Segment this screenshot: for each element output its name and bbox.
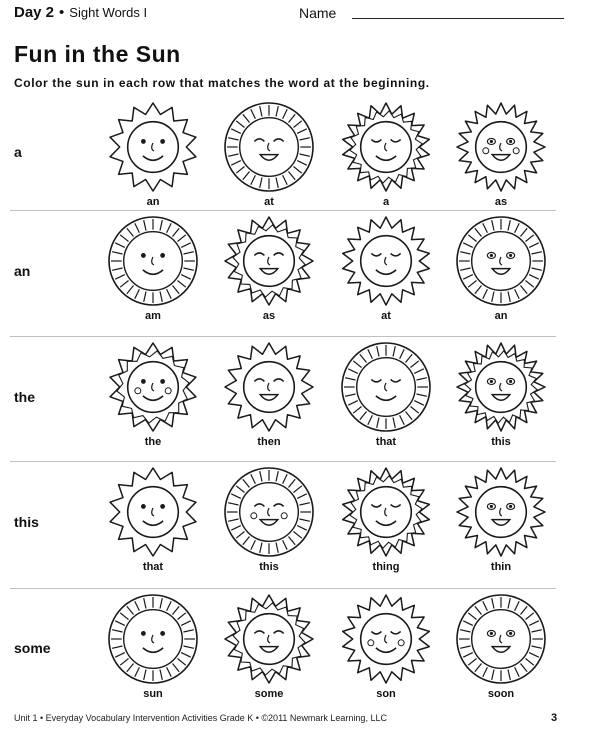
- page-title: Fun in the Sun: [14, 41, 181, 67]
- sun-word-label: then: [257, 436, 281, 448]
- sun-option[interactable]: [452, 98, 550, 196]
- sun-word-label: thing: [372, 561, 400, 573]
- sun-option[interactable]: [104, 212, 202, 310]
- sun-option[interactable]: [220, 463, 318, 561]
- row-divider: [10, 336, 556, 337]
- sun-word-label: a: [382, 196, 390, 208]
- target-word: the: [14, 389, 35, 406]
- target-word: an: [14, 263, 31, 280]
- day-heading: [14, 4, 147, 21]
- sun-word-label: at: [381, 310, 391, 322]
- sun-word-label: soon: [487, 688, 515, 700]
- worksheet-header: [14, 4, 554, 24]
- sun-word-label: at: [264, 196, 274, 208]
- unit-title: Sight Words I: [69, 5, 148, 20]
- sun-word-label: the: [144, 436, 162, 448]
- header-bullet: •: [59, 4, 65, 21]
- sun-word-label: son: [376, 688, 396, 700]
- sun-option[interactable]: [104, 463, 202, 561]
- sun-word-label: that: [142, 561, 164, 573]
- sun-option[interactable]: [220, 338, 318, 436]
- sun-word-label: as: [262, 310, 276, 322]
- sun-option[interactable]: [452, 212, 550, 310]
- instructions: Color the sun in each row that matches the word at the beginning.: [14, 76, 430, 90]
- sun-option[interactable]: [452, 590, 550, 688]
- sun-option[interactable]: [220, 98, 318, 196]
- sun-word-label: thin: [490, 561, 512, 573]
- target-word: a: [14, 144, 22, 161]
- sun-word-label: am: [145, 310, 161, 322]
- sun-word-label: that: [375, 436, 397, 448]
- name-write-line[interactable]: [352, 18, 564, 19]
- footer-credit: Unit 1 • Everyday Vocabulary Intervention Activities Grade K • ©2011 Newmark Learning, LLC: [14, 713, 387, 723]
- sun-option[interactable]: [337, 338, 435, 436]
- row-divider: [10, 461, 556, 462]
- sun-option[interactable]: [104, 338, 202, 436]
- target-word: some: [14, 639, 51, 656]
- sun-option[interactable]: [220, 212, 318, 310]
- sun-option[interactable]: [220, 590, 318, 688]
- sun-option[interactable]: [337, 212, 435, 310]
- day-label: Day 2: [14, 4, 55, 21]
- sun-option[interactable]: [337, 98, 435, 196]
- sun-option[interactable]: [104, 98, 202, 196]
- name-label: Name: [299, 5, 337, 21]
- page-number: 3: [551, 712, 558, 724]
- sun-word-label: this: [491, 436, 511, 448]
- sun-option[interactable]: [104, 590, 202, 688]
- sun-word-label: an: [494, 310, 508, 322]
- target-word: this: [14, 514, 39, 531]
- row-divider: [10, 588, 556, 589]
- sun-word-label: as: [494, 196, 508, 208]
- sun-option[interactable]: [452, 338, 550, 436]
- sun-option[interactable]: [452, 463, 550, 561]
- row-divider: [10, 210, 556, 211]
- sun-word-label: this: [259, 561, 279, 573]
- sun-word-label: sun: [143, 688, 163, 700]
- sun-word-label: an: [146, 196, 160, 208]
- sun-option[interactable]: [337, 463, 435, 561]
- sun-word-label: some: [254, 688, 284, 700]
- sun-option[interactable]: [337, 590, 435, 688]
